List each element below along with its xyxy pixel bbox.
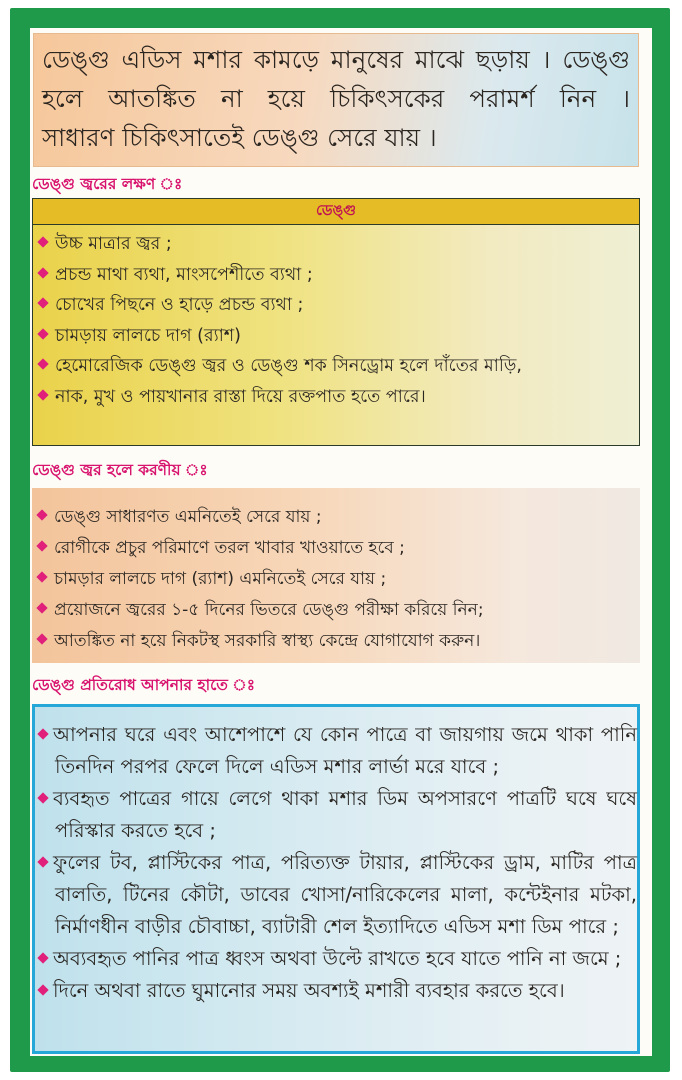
intro-line: ডেঙ্গু এডিস মশার কামড়ে মানুষের মাঝে ছড়ায় । ডেঙ্গু [42,45,630,74]
intro-box [33,33,639,167]
content-panel [30,28,652,1056]
list-item-text: চোখের পিছনে ও হাড়ে প্রচন্ড ব্যথা ; [55,295,304,316]
list-item-text: আতঙ্কিত না হয়ে নিকটস্থ সরকারি স্বাস্থ্য কেন্দ্রে যোগাযোগ করুন। [54,631,481,651]
diamond-bullet-icon [37,359,48,370]
todo-box [32,488,640,663]
list-item-text: হেমোরেজিক ডেঙ্গু জ্বর ও ডেঙ্গু শক সিনড্রোম হলে দাঁতের মাড়ি, [55,356,522,377]
list-item-text: ব্যবহৃত পাত্রের গায়ে লেগে থাকা মশার ডিম অপসারণে পাত্রটি ঘষে ঘষে পরিস্কার করতে হবে ; [53,787,637,842]
list-item-text: রোগীকে প্রচুর পরিমাণে তরল খাবার খাওয়াতে হবে ; [54,538,405,558]
list-item [39,719,637,783]
diamond-bullet-icon [36,509,47,520]
diamond-bullet-icon [37,236,48,247]
list-item-text: চামড়ার লালচে দাগ (র‌্যাশ) এমনিতেই সেরে যায় ; [54,569,387,589]
diamond-bullet-icon [37,298,48,309]
prevention-list [35,707,637,1007]
diamond-bullet-icon [36,633,47,644]
prevention-heading: ডেঙ্গু প্রতিরোধ আপনার হাতে ঃ [32,676,256,694]
symptoms-table-header: ডেঙ্গু [33,199,639,225]
symptoms-list [33,225,639,413]
list-item [38,502,640,533]
intro-line: হলে আতঙ্কিত না হয়ে চিকিৎসকের পরামর্শ নিন । [42,84,630,113]
list-item [39,229,639,260]
diamond-bullet-icon [37,792,48,803]
list-item-text: প্রয়োজনে জ্বরের ১-৫ দিনের ভিতরে ডেঙ্গু পরীক্ষা করিয়ে নিন; [54,600,484,620]
diamond-bullet-icon [37,328,48,339]
list-item-text: দিনে অথবা রাতে ঘুমানোর সময় অবশ্যই মশারী ব্যবহার করতে হবে। [53,979,565,1002]
diamond-bullet-icon [37,728,48,739]
list-item-text: চামড়ায় লালচে দাগ (র‌্যাশ) [55,325,241,346]
list-item [39,847,637,943]
list-item [39,382,639,413]
list-item-text: উচ্চ মাত্রার জ্বর ; [55,234,172,254]
green-frame [10,8,670,1072]
list-item [38,564,640,595]
list-item-text: প্রচন্ড মাথা ব্যথা, মাংসপেশীতে ব্যথা ; [55,264,313,285]
prevention-box [32,704,640,1054]
list-item-text: ফুলের টব, প্লাস্টিকের পাত্র, পরিত্যক্ত টায়ার, প্লাস্টিকের ড্রাম, মাটির পাত্র বালতি, টিনের কৌটা, ডাবের খোসা/নারিকেলের মালা, কন্টেইনার মটকা, নির্মাণধীন বাড়ীর চৌবাচ্চা, ব্যাটারী শেল ইত্যাদিতে এডিস মশা ডিম পারে ; [53,851,637,938]
symptoms-heading: ডেঙ্গু জ্বরের লক্ষণ ঃ [32,175,183,193]
diamond-bullet-icon [36,602,47,613]
todo-list [32,488,640,657]
diamond-bullet-icon [37,389,48,400]
list-item-text: ডেঙ্গু সাধারণত এমনিতেই সেরে যায় ; [54,507,322,527]
intro-line: সাধারণ চিকিৎসাতেই ডেঙ্গু সেরে যায় । [42,123,437,152]
list-item [39,351,639,382]
list-item [39,783,637,847]
symptoms-table [32,198,640,446]
list-item [38,533,640,564]
diamond-bullet-icon [36,571,47,582]
list-item [38,626,640,657]
list-item [39,290,639,321]
diamond-bullet-icon [37,267,48,278]
list-item [39,321,639,352]
list-item [39,975,637,1007]
diamond-bullet-icon [37,856,48,867]
list-item-text: নাক, মুখ ও পায়খানার রাস্তা দিয়ে রক্তপাত হতে পারে। [55,386,426,407]
list-item [38,595,640,626]
todo-heading: ডেঙ্গু জ্বর হলে করণীয় ঃ [32,461,208,479]
list-item [39,943,637,975]
diamond-bullet-icon [37,952,48,963]
list-item-text: অব্যবহৃত পানির পাত্র ধ্বংস অথবা উল্টে রাখতে হবে যাতে পানি না জমে ; [53,947,622,970]
diamond-bullet-icon [37,984,48,995]
diamond-bullet-icon [36,540,47,551]
list-item [39,260,639,291]
list-item-text: আপনার ঘরে এবং আশেপাশে যে কোন পাত্রে বা জায়গায় জমে থাকা পানি তিনদিন পরপর ফেলে দিলে এডিস মশার লার্ভা মরে যাবে ; [53,723,637,778]
